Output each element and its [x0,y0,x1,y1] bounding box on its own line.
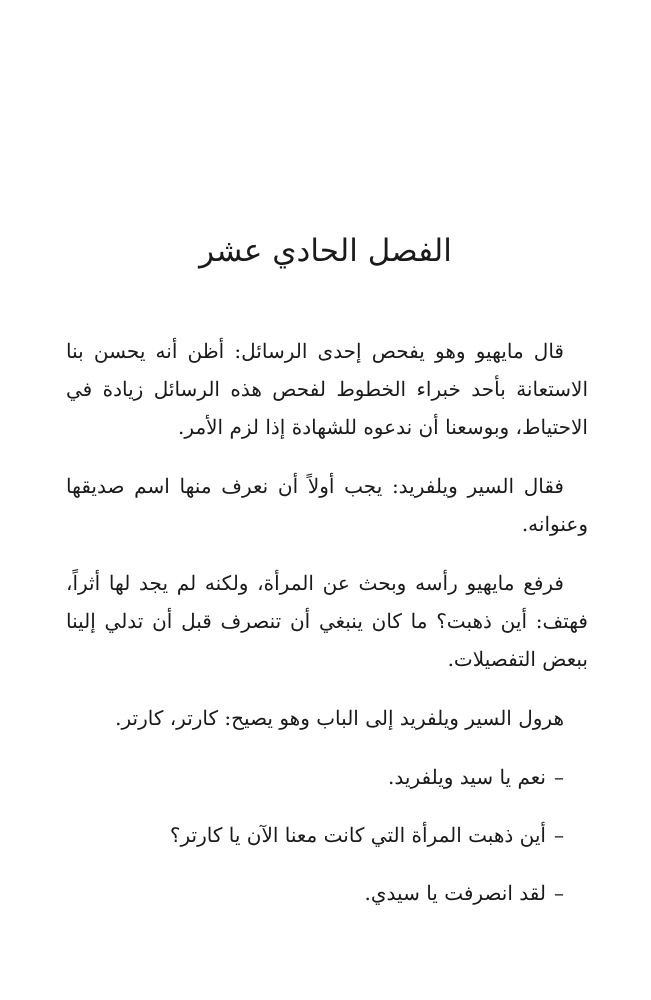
dialogue-line-3 [66,874,588,912]
dialogue-text: لقد انصرفت يا سيدي. [364,881,546,905]
dialogue-dash: – [554,881,564,905]
paragraph-4: هرول السير ويلفريد إلى الباب وهو يصيح: كارتر، كارتر. [115,706,564,730]
dialogue-dash: – [554,823,564,847]
paragraph-1: قال مايهيو وهو يفحص إحدى الرسائل: أظن أنه يحسن بنا الاستعانة بأحد خبراء الخطوط لفحص هذه الرسائل زيادة في الاحتياط، وبوسعنا أن ندعوه للشهادة إذا لزم الأمر. [66,339,588,439]
paragraph-2: فقال السير ويلفريد: يجب أولاً أن نعرف منها اسم صديقها وعنوانه. [66,474,588,536]
chapter-body [66,332,588,932]
dialogue-line-2 [66,816,588,854]
chapter-title: الفصل الحادي عشر [199,233,452,269]
dialogue-text: أين ذهبت المرأة التي كانت معنا الآن يا كارتر؟ [169,823,546,847]
dialogue-line-1 [66,758,588,796]
dialogue-dash: – [554,765,564,789]
dialogue-text: نعم يا سيد ويلفريد. [388,765,546,789]
paragraph-3: فرفع مايهيو رأسه وبحث عن المرأة، ولكنه لم يجد لها أثراً، فهتف: أين ذهبت؟ ما كان ينبغي أن تنصرف قبل أن تدلي إلينا ببعض التفصيلات. [66,571,588,671]
